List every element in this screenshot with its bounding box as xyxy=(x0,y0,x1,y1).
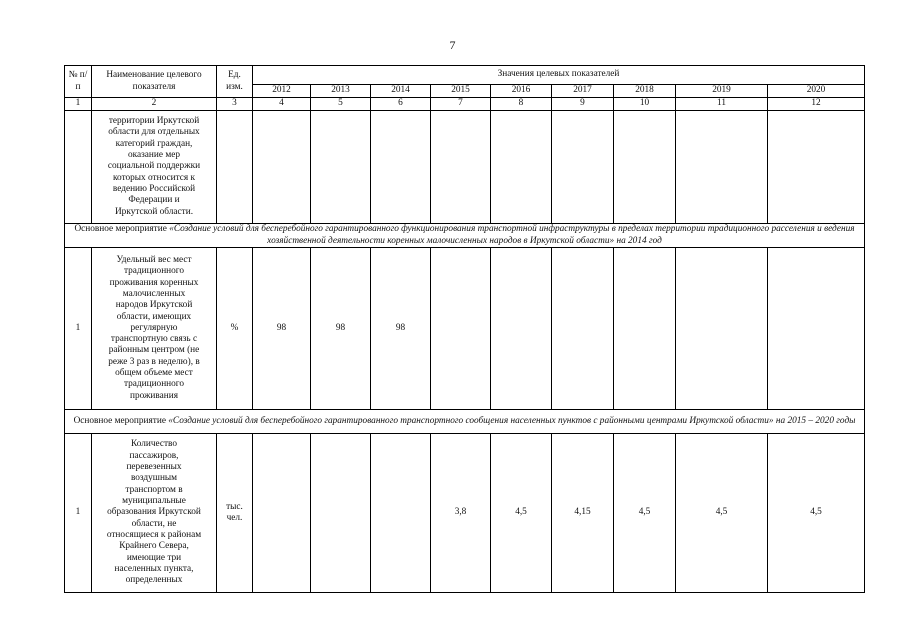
indicator-name-line: малочисленных xyxy=(122,288,186,299)
indicator-name-line: муниципальные xyxy=(122,496,186,506)
section-row xyxy=(65,224,865,248)
indicator-name-line: ведению Российской xyxy=(112,183,196,194)
indicator-name-line: области, имеющих xyxy=(116,311,192,322)
value-cell xyxy=(768,248,865,410)
section-title xyxy=(65,410,865,434)
indicator-name-line: социальной поддержки xyxy=(107,161,201,172)
header-year: 2018 xyxy=(614,85,676,98)
header-values: Значения целевых показателей xyxy=(253,66,865,85)
section-text: «Создание условий для бесперебойного гарантированного функционирования транспортной инфраструктуры в пределах территории традиционного расселения и ведения хозяйственной деятельности коренных малочисленных народов в Иркутской области» на 2014 год xyxy=(169,224,855,246)
value-cell: 4,5 xyxy=(614,434,676,593)
header-year: 2015 xyxy=(431,85,491,98)
header-column-number: 2 xyxy=(92,98,217,111)
value-cell: 4,5 xyxy=(676,434,768,593)
indicator-name-line: транспортом в xyxy=(125,484,183,495)
indicator-name-line: народов Иркутской xyxy=(115,300,193,311)
indicator-name-line: регулярную xyxy=(130,322,178,333)
indicator-name xyxy=(92,248,217,410)
indicator-name-line: проживания xyxy=(129,390,179,401)
indicator-name-line: определенных xyxy=(125,575,183,586)
value-cell xyxy=(676,248,768,410)
header-row xyxy=(65,66,865,85)
value-cell xyxy=(552,111,614,224)
value-cell xyxy=(491,111,552,224)
header-year: 2020 xyxy=(768,85,865,98)
header-year: 2013 xyxy=(311,85,371,98)
indicator-name-line: реже 3 раз в неделю), в xyxy=(108,356,200,367)
value-cell: 98 xyxy=(371,248,431,410)
header-name: Наименование целевого показателя xyxy=(92,66,217,98)
header-column-number: 4 xyxy=(253,98,311,111)
indicator-name-line: которых относится к xyxy=(113,172,195,183)
value-cell xyxy=(311,434,371,593)
target-indicators-table xyxy=(64,65,865,593)
header-column-number: 6 xyxy=(371,98,431,111)
header-num: № п/п xyxy=(65,66,92,98)
value-cell xyxy=(371,434,431,593)
indicator-name xyxy=(92,111,217,224)
header-year: 2012 xyxy=(253,85,311,98)
indicator-name-line: районным центром (не xyxy=(108,345,200,356)
indicator-name-line: области для отдельных xyxy=(108,127,200,138)
value-cell: 3,8 xyxy=(431,434,491,593)
value-cell: 4,5 xyxy=(768,434,865,593)
indicator-name-line: Иркутской области. xyxy=(114,206,194,217)
indicator-name xyxy=(92,434,217,593)
section-title xyxy=(65,224,865,248)
header-column-number: 3 xyxy=(217,98,253,111)
header-unit: Ед. изм. xyxy=(217,66,253,98)
indicator-name-line: Федерации и xyxy=(128,195,180,206)
value-cell xyxy=(253,434,311,593)
indicator-row xyxy=(65,111,865,224)
indicator-name-line: области, не xyxy=(131,518,177,529)
row-number: 1 xyxy=(65,434,92,593)
indicator-name-line: пассажиров, xyxy=(129,450,179,461)
value-cell xyxy=(311,111,371,224)
indicator-name-line: категорий граждан, xyxy=(115,138,193,149)
header-column-number: 9 xyxy=(552,98,614,111)
indicator-name-line: Количество xyxy=(130,439,178,450)
indicator-name-line: оказание мер xyxy=(127,150,180,160)
indicator-name-line: традиционного xyxy=(123,266,185,277)
indicator-name-line: относящиеся к районам xyxy=(106,529,202,540)
indicator-name-line: транспортную связь с xyxy=(110,334,198,345)
header-year: 2016 xyxy=(491,85,552,98)
header-column-numbers-row xyxy=(65,98,865,111)
section-prefix: Основное мероприятие xyxy=(74,224,170,235)
indicator-row xyxy=(65,248,865,410)
section-prefix: Основное мероприятие xyxy=(73,415,169,426)
value-cell xyxy=(431,111,491,224)
value-cell xyxy=(614,248,676,410)
indicator-name-line: Удельный вес мест xyxy=(116,254,192,265)
page-number: 7 xyxy=(449,38,456,52)
header-column-number: 5 xyxy=(311,98,371,111)
unit: тыс. чел. xyxy=(217,434,253,593)
header-column-number: 10 xyxy=(614,98,676,111)
section-text: «Создание условий для бесперебойного гарантированного транспортного сообщения населенных пунктов с районными центрами Иркутской области» на 2015 – 2020 годы xyxy=(168,415,856,426)
indicator-name-line: проживания коренных xyxy=(109,277,199,288)
value-cell xyxy=(552,248,614,410)
value-cell: 4,15 xyxy=(552,434,614,593)
value-cell xyxy=(491,248,552,410)
value-cell xyxy=(614,111,676,224)
indicator-name-line: населенных пункта, xyxy=(114,563,194,574)
header-year: 2014 xyxy=(371,85,431,98)
indicator-name-line: общем объеме мест xyxy=(115,368,193,379)
header-year: 2019 xyxy=(676,85,768,98)
value-cell xyxy=(371,111,431,224)
value-cell: 98 xyxy=(311,248,371,410)
indicator-name-line: имеющие три xyxy=(126,552,182,563)
value-cell xyxy=(676,111,768,224)
indicator-name-line: Крайнего Севера, xyxy=(119,541,189,552)
indicator-row xyxy=(65,434,865,593)
indicator-name-line: перевезенных xyxy=(126,462,182,473)
value-cell xyxy=(768,111,865,224)
row-number: 1 xyxy=(65,248,92,410)
indicator-name-line: традиционного xyxy=(123,379,185,390)
header-column-number: 7 xyxy=(431,98,491,111)
indicator-name-line: территории Иркутской xyxy=(108,116,200,127)
header-column-number: 11 xyxy=(676,98,768,111)
unit: % xyxy=(217,248,253,410)
value-cell: 98 xyxy=(253,248,311,410)
header-column-number: 12 xyxy=(768,98,865,111)
header-year: 2017 xyxy=(552,85,614,98)
indicator-name-line: образования Иркутской xyxy=(107,507,201,518)
header-column-number: 8 xyxy=(491,98,552,111)
value-cell: 4,5 xyxy=(491,434,552,593)
section-row xyxy=(65,410,865,434)
value-cell xyxy=(253,111,311,224)
header-column-number: 1 xyxy=(65,98,92,111)
indicator-name-line: воздушным xyxy=(130,473,178,484)
value-cell xyxy=(431,248,491,410)
row-number xyxy=(65,111,92,224)
unit xyxy=(217,111,253,224)
